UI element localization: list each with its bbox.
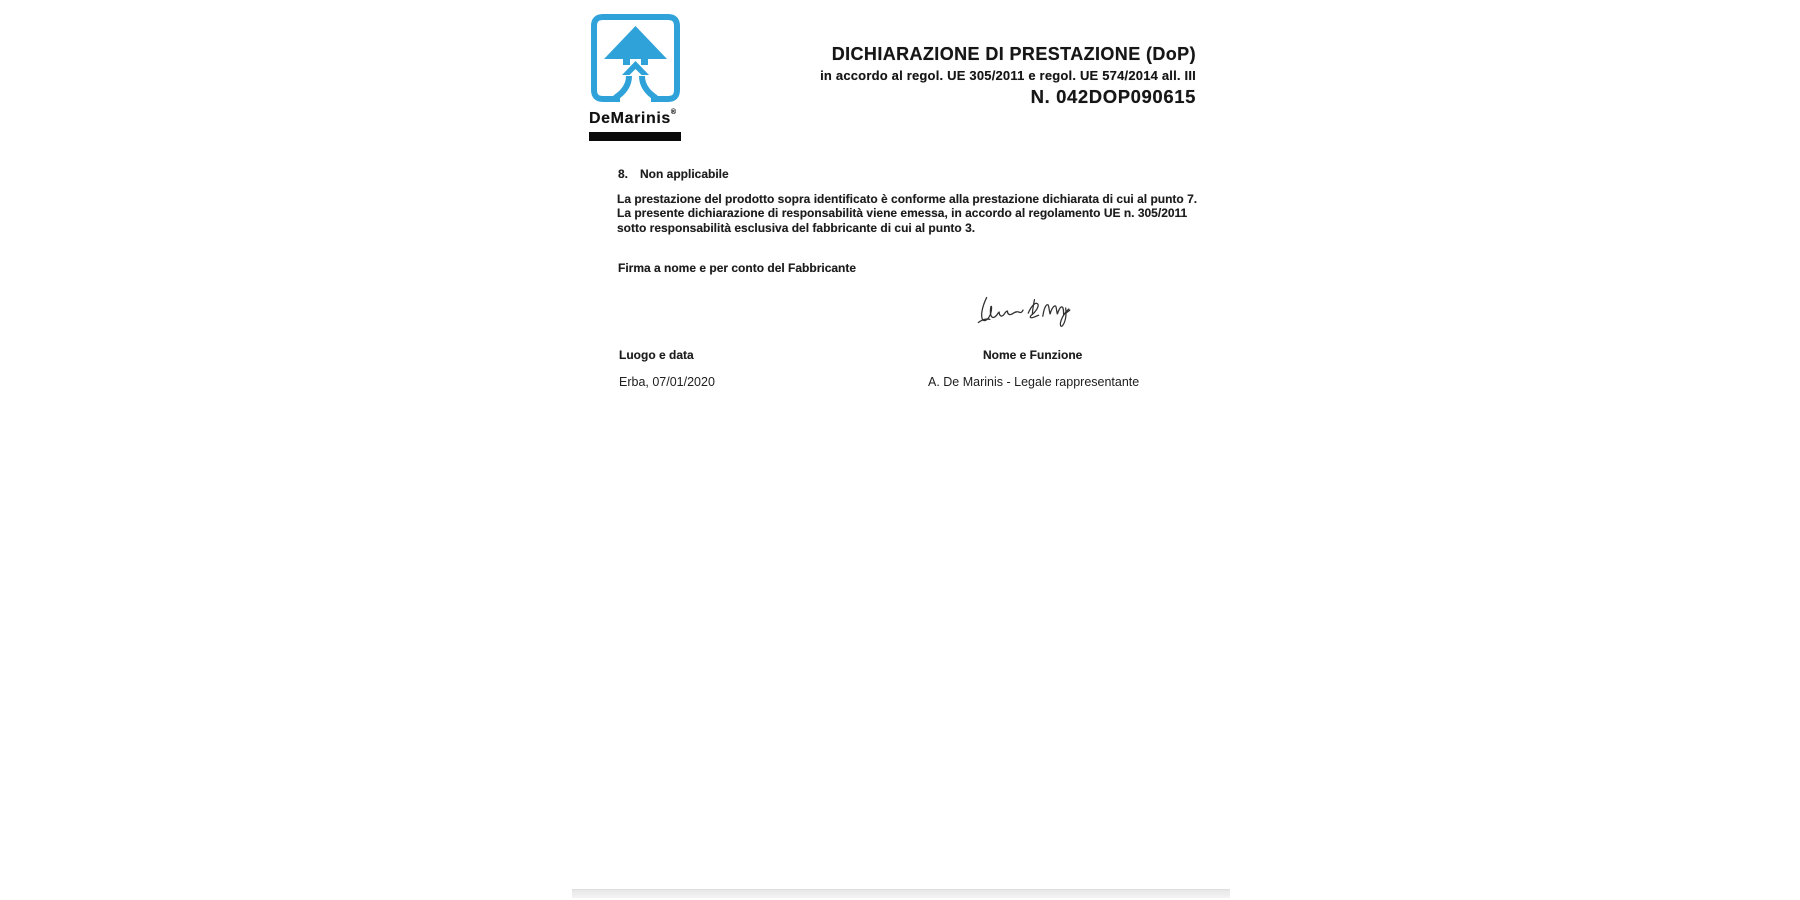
logo-brand-text [589,109,683,128]
handwritten-signature [970,288,1074,330]
document-subtitle: in accordo al regol. UE 305/2011 e regol. UE 574/2014 all. III [820,68,1196,83]
paragraph-line-2: La presente dichiarazione di responsabilità viene emessa, in accordo al regolamento UE n. 305/2011 [617,206,1188,221]
place-date-label: Luogo e data [619,348,694,362]
company-logo [589,14,683,141]
section-8-label: Non applicabile [640,167,729,181]
document-header [820,44,1196,108]
name-function-value: A. De Marinis - Legale rappresentante [928,375,1140,389]
signature-heading: Firma a nome e per conto del Fabbricante [618,261,857,275]
registered-mark: ® [670,109,677,116]
logo-black-bar [589,132,681,141]
paragraph-line-1: La prestazione del prodotto sopra identificato è conforme alla prestazione dichiarata di cui al punto 7. [617,192,1198,206]
place-date-value: Erba, 07/01/2020 [619,375,715,389]
section-8 [618,167,729,181]
section-8-number: 8. [618,167,629,181]
name-function-label: Nome e Funzione [983,348,1083,362]
page-bottom-edge [572,889,1230,898]
document-title: DICHIARAZIONE DI PRESTAZIONE (DoP) [831,44,1196,64]
declaration-paragraph [617,192,1197,235]
demarinis-chimney-logo-icon [589,14,682,102]
logo-brand-name: DeMarinis [589,110,671,127]
paragraph-line-3: sotto responsabilità esclusiva del fabbricante di cui al punto 3. [617,220,976,235]
document-number: N. 042DOP090615 [1030,86,1196,107]
